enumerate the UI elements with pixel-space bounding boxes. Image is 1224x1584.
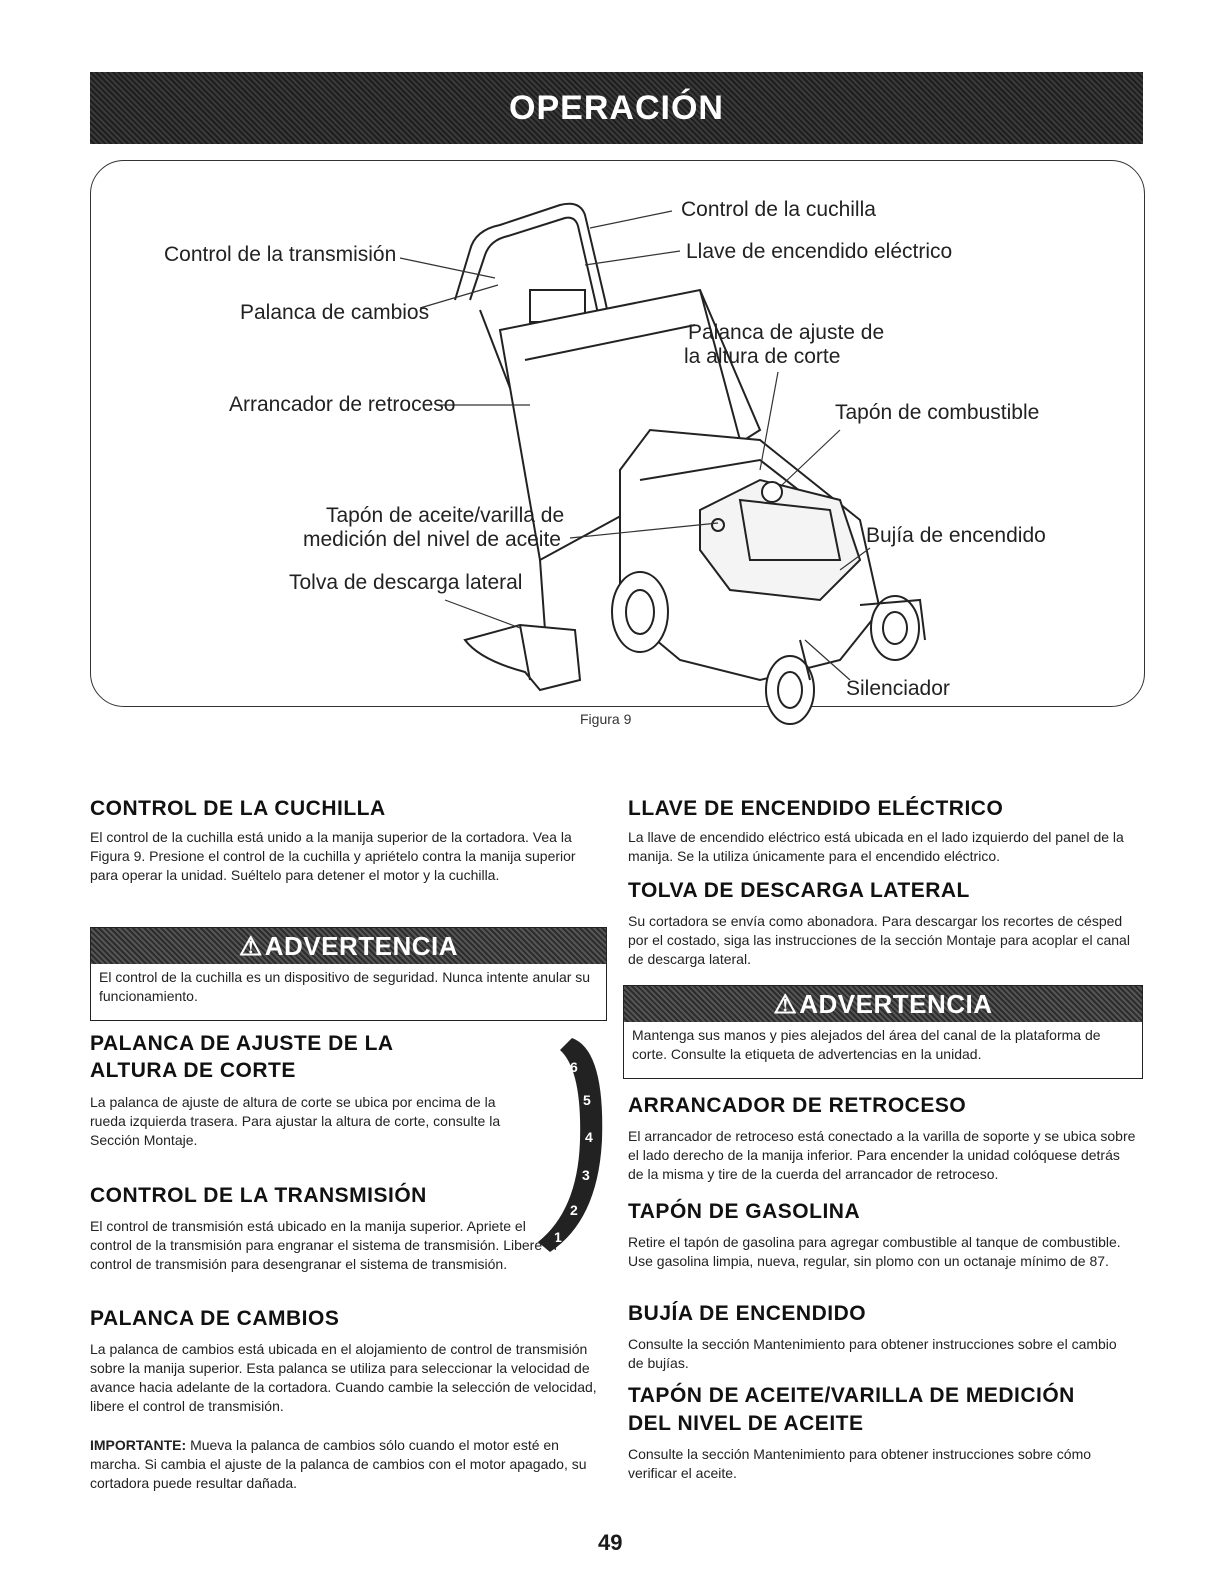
warning-triangle-icon: ⚠ [773,988,798,1019]
text-shift-lever: La palanca de cambios está ubicada en el alojamiento de control de transmisión sobre la manija superior. Esta palanca se utiliza para seleccionar la velocidad de avance hacia adelante de la cortadora. Cuando cambie la selección de velocidad, libere el control de transmisión. [90,1341,597,1414]
label-ignition-key: Llave de encendido eléctrico [686,240,953,263]
page-number: 49 [598,1530,623,1555]
text-gas-cap: Retire el tapón de gasolina para agregar combustible al tanque de combustible. Use gasolina limpia, nueva, regular, sin plomo con un octanaje mínimo de 87. [628,1234,1121,1269]
dial-number-1: 1 [554,1229,562,1245]
figure-caption: Figura 9 [580,711,632,727]
warning-title: ADVERTENCIA [264,930,459,961]
warning-box-chute [623,985,1143,1079]
heading-blade-control: CONTROL DE LA CUCHILLA [90,797,386,820]
label-fuel-cap: Tapón de combustible [835,401,1040,424]
text-side-chute: Su cortadora se envía como abonadora. Para descargar los recortes de césped por el costado, siga las instrucciones de la sección Montaje para acoplar el canal de descarga lateral. [628,913,1130,967]
label-shift-lever: Palanca de cambios [240,301,430,324]
warning-header [91,928,606,964]
heading-oil-cap-1: TAPÓN DE ACEITE/VARILLA DE MEDICIÓN [628,1384,1075,1407]
dial-number-5: 5 [583,1092,591,1108]
mower-illustration [0,0,1224,760]
heading-transmission-control: CONTROL DE LA TRANSMISIÓN [90,1184,427,1207]
text-ignition-key: La llave de encendido eléctrico está ubicada en el lado izquierdo del panel de la manija. Se la utiliza únicamente para el encendido eléctrico. [628,829,1124,864]
warning-text: Mantenga sus manos y pies alejados del área del canal de la plataforma de corte. Consulte la etiqueta de advertencias en la unidad. [632,1027,1101,1062]
heading-height-lever-1: PALANCA DE AJUSTE DE LA [90,1032,394,1055]
label-recoil-starter: Arrancador de retroceso [229,393,456,416]
label-muffler: Silenciador [846,677,950,700]
warning-header [624,986,1142,1022]
warning-triangle-icon: ⚠ [238,930,263,961]
dial-number-2: 2 [570,1202,578,1218]
label-transmission-control: Control de la transmisión [164,243,397,266]
text-spark-plug: Consulte la sección Mantenimiento para obtener instrucciones sobre el cambio de bujías. [628,1336,1117,1371]
label-spark-plug: Bujía de encendido [866,524,1046,547]
important-label: IMPORTANTE: [90,1437,187,1453]
dial-number-3: 3 [582,1167,590,1183]
label-blade-control: Control de la cuchilla [681,198,876,221]
warning-box-blade [90,927,607,1021]
label-height-lever-1: Palanca de ajuste de [688,321,885,344]
heading-side-chute: TOLVA DE DESCARGA LATERAL [628,879,970,902]
text-transmission-control: El control de transmisión está ubicado en la manija superior. Apriete el control de la transmisión para engranar el sistema de transmisión. Libere el control de transmisión para desengranar el sistema de transmisión. [90,1218,557,1272]
warning-title: ADVERTENCIA [799,988,993,1019]
dial-number-4: 4 [585,1129,593,1145]
label-height-lever-2: la altura de corte [684,345,841,368]
label-oil-cap-2: medición del nivel de aceite [303,528,561,551]
heading-recoil-starter: ARRANCADOR DE RETROCESO [628,1094,967,1117]
text-blade-control: El control de la cuchilla está unido a la manija superior de la cortadora. Vea la Figura 9. Presione el control de la cuchilla y apriételo contra la manija superior para operar la unidad. Suéltelo para detener el motor y la cuchilla. [90,829,576,883]
section-title: OPERACIÓN [509,88,724,127]
heading-ignition-key: LLAVE DE ENCENDIDO ELÉCTRICO [628,797,1004,820]
heading-shift-lever: PALANCA DE CAMBIOS [90,1307,340,1330]
text-height-lever: La palanca de ajuste de altura de corte se ubica por encima de la rueda izquierda trasera. Para ajustar la altura de corte, consulte la Sección Montaje. [90,1094,501,1148]
heading-spark-plug: BUJÍA DE ENCENDIDO [628,1302,867,1325]
heading-height-lever-2: ALTURA DE CORTE [90,1059,296,1082]
text-important-note [90,1436,605,1493]
dial-number-6: 6 [570,1059,578,1075]
important-text: Mueva la palanca de cambios sólo cuando el motor esté en marcha. Si cambia el ajuste de la palanca de cambios con el motor apagado, su cortadora puede resultar dañada. [90,1437,587,1491]
heading-oil-cap-2: DEL NIVEL DE ACEITE [628,1412,864,1435]
text-oil-cap: Consulte la sección Mantenimiento para obtener instrucciones sobre cómo verificar el aceite. [628,1446,1092,1481]
label-side-chute: Tolva de descarga lateral [289,571,523,594]
label-oil-cap-1: Tapón de aceite/varilla de [326,504,565,527]
heading-gas-cap: TAPÓN DE GASOLINA [628,1200,861,1223]
text-recoil-starter: El arrancador de retroceso está conectado a la varilla de soporte y se ubica sobre el lado derecho de la manija inferior. Para encender la unidad colóquese detrás de la misma y tire de la cuerda del arrancador de retroceso. [628,1128,1136,1182]
warning-text: El control de la cuchilla es un dispositivo de seguridad. Nunca intente anular su funcionamiento. [99,969,591,1004]
